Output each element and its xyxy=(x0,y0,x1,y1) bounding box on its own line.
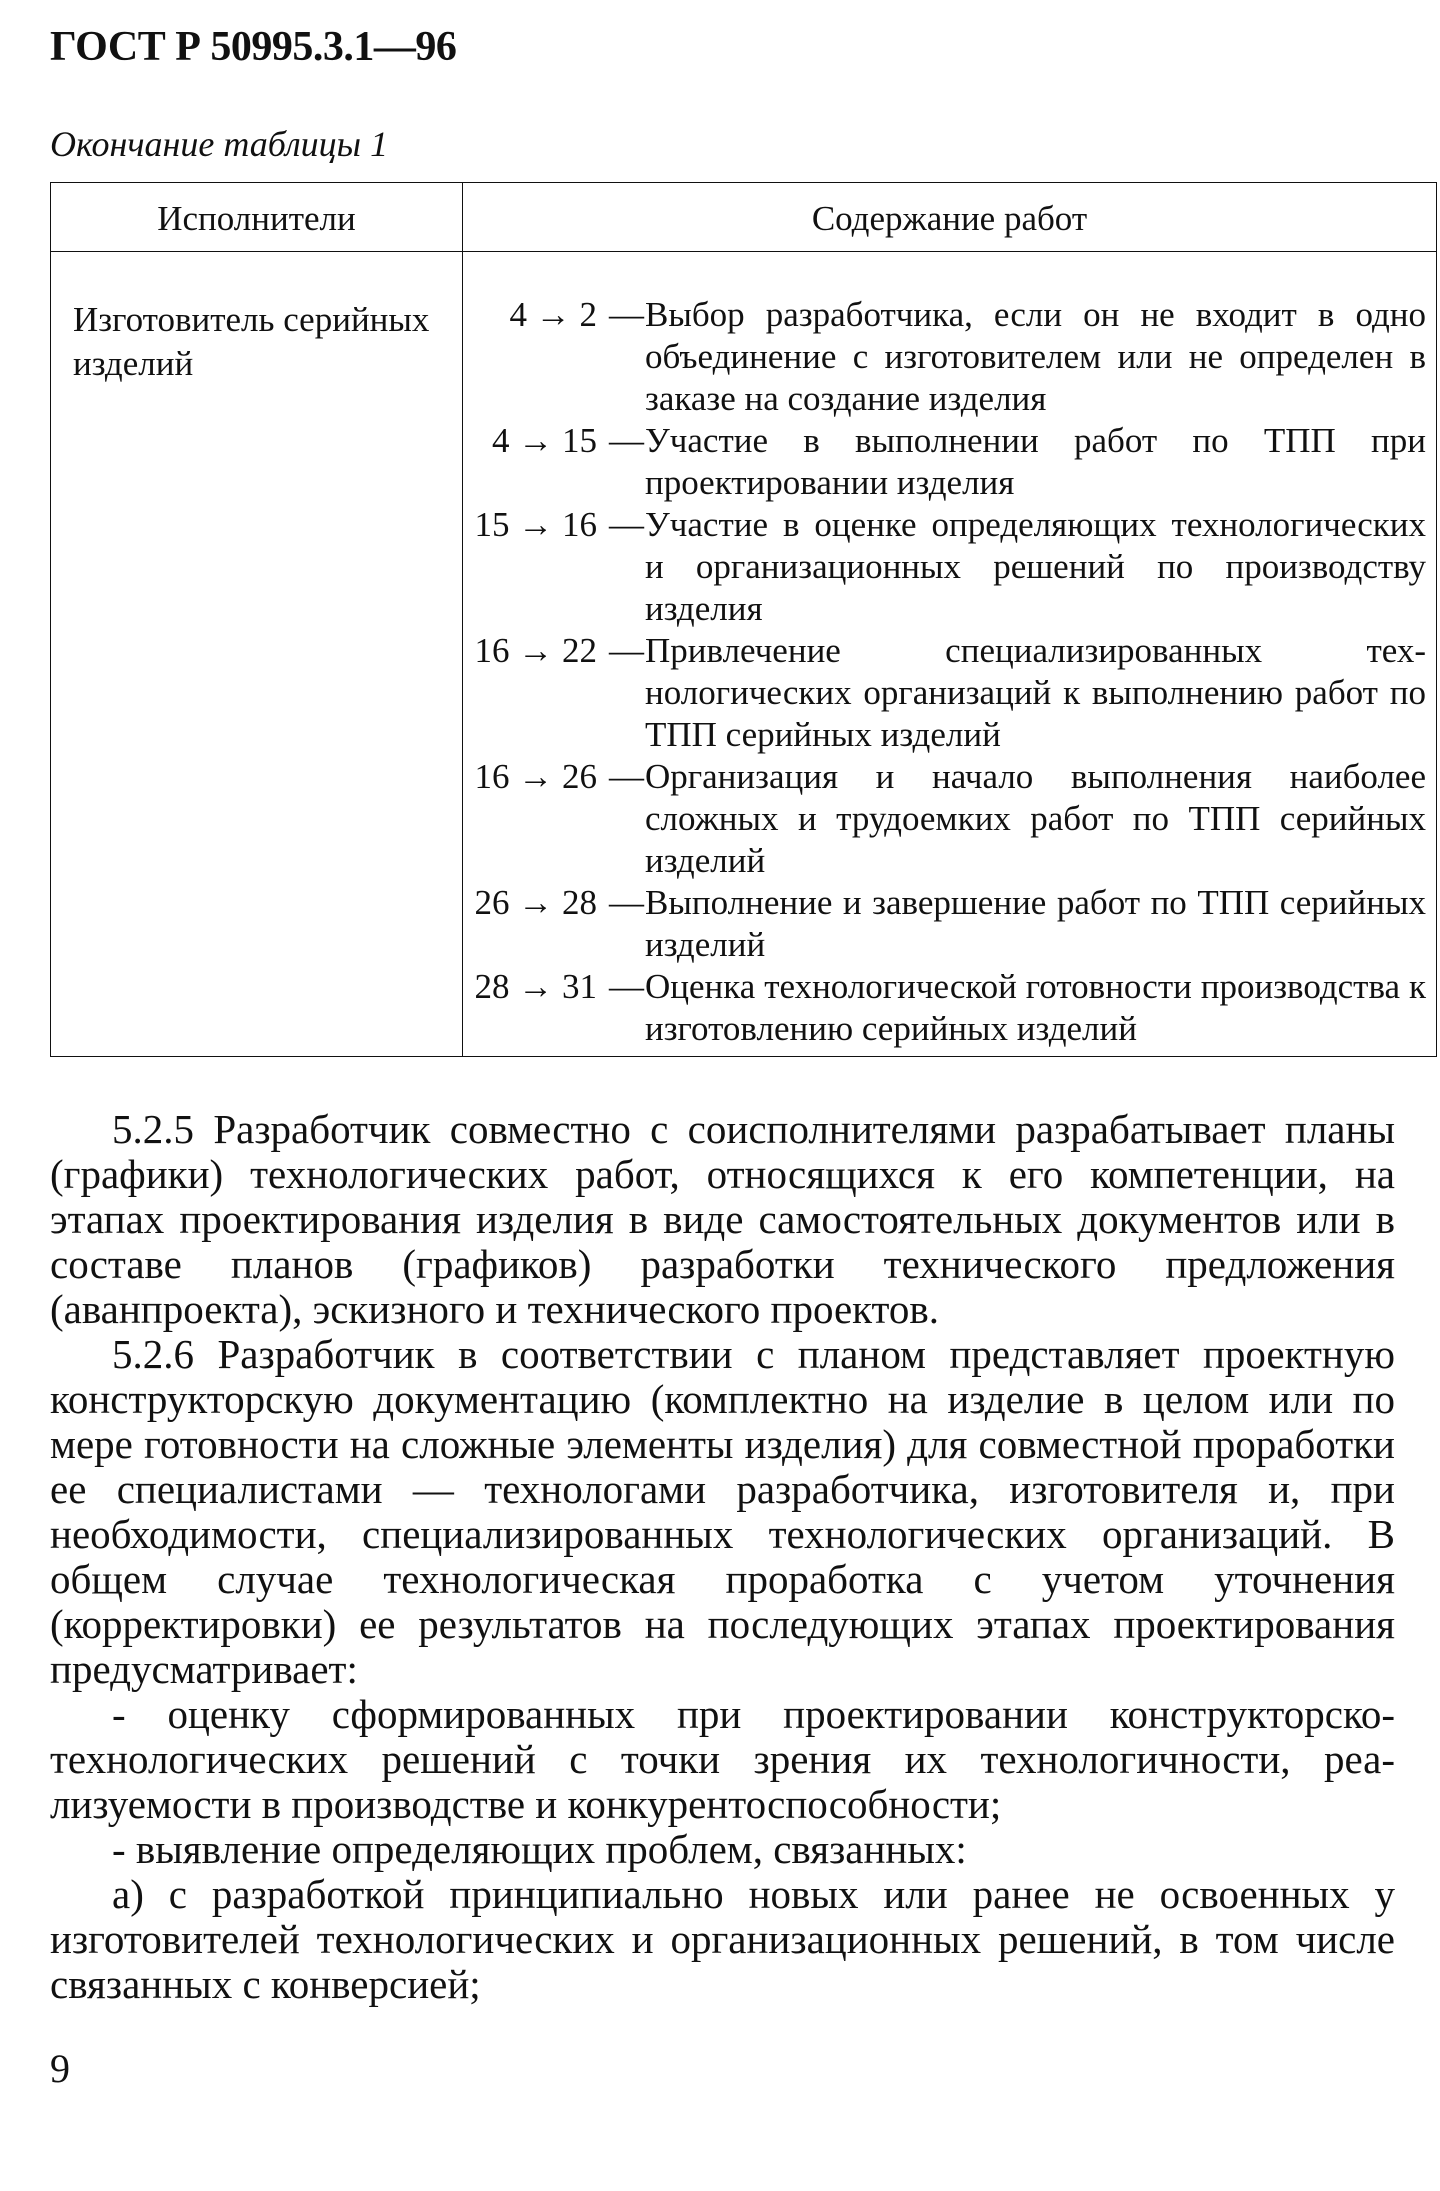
page-number: 9 xyxy=(50,2046,70,2091)
work-dash: — xyxy=(609,631,644,670)
work-text: Участие в выполнении работ по ТПП при проектировании изделия xyxy=(645,421,1426,502)
work-code: 16 → 26 xyxy=(474,757,597,796)
column-header-work-content: Содержание работ xyxy=(463,183,1437,252)
work-code: 4 → 2 xyxy=(509,295,597,334)
work-item xyxy=(469,882,1426,966)
work-code: 15 → 16 xyxy=(474,505,597,544)
work-text: Выполнение и завершение работ по ТПП серийных изделий xyxy=(645,883,1426,964)
column-header-executors: Исполнители xyxy=(51,183,463,252)
work-dash: — xyxy=(609,421,644,460)
work-content-cell xyxy=(463,252,1437,1057)
work-text: Оценка технологической готовности производства к изготовлению серийных изделий xyxy=(645,967,1426,1048)
work-dash: — xyxy=(609,883,644,922)
work-code: 16 → 22 xyxy=(474,631,597,670)
work-code: 4 → 15 xyxy=(492,421,597,460)
work-code: 26 → 28 xyxy=(474,883,597,922)
work-text: Организация и начало выполнения наиболее сложных и трудоемких работ по ТПП серийных изделий xyxy=(645,757,1426,880)
work-item xyxy=(469,630,1426,756)
work-item xyxy=(469,756,1426,882)
paragraph-5-2-5: 5.2.5 Разработчик совместно с соисполнителями разрабатывает планы (графики) технологических работ, относящихся к его компетенции, на этапах проектирования изделия в виде самостоятельных документов или в составе планов (графиков) разработки технического предложения (аванпроекта), эскизного и технического проектов. xyxy=(50,1106,1395,1332)
work-dash: — xyxy=(609,505,644,544)
works-table xyxy=(50,182,1437,1057)
work-item xyxy=(469,966,1426,1050)
table-row xyxy=(51,252,1437,1057)
list-item-a: а) с разработкой принципиально новых или ранее не освоенных у изготовителей технологических и организационных решений, в том числе связанных с конверсией; xyxy=(50,1871,1395,2007)
work-text: Выбор разработчика, если он не входит в одно объединение с изготовителем или не определен в заказе на создание изделия xyxy=(645,295,1426,418)
table-header-row xyxy=(51,183,1437,252)
standard-header: ГОСТ Р 50995.3.1—96 xyxy=(50,24,457,70)
work-dash: — xyxy=(609,967,644,1006)
list-item-assessment: - оценку сформированных при проектировании конструкторско-технологических решений с точки зрения их технологичности, реализуемости в производстве и конкурентоспособности; xyxy=(50,1691,1395,1827)
list-item-problems: - выявление определяющих проблем, связанных: xyxy=(112,1826,967,1872)
work-item xyxy=(469,420,1426,504)
executor-cell: Изготовитель серийных изделий xyxy=(51,252,463,1057)
table-caption: Окончание таблицы 1 xyxy=(50,124,389,164)
work-text: Участие в оценке определяющих технологических и организационных решений по производству изделия xyxy=(645,505,1426,628)
work-dash: — xyxy=(609,295,644,334)
work-code: 28 → 31 xyxy=(474,967,597,1006)
work-dash: — xyxy=(609,757,644,796)
work-text: Привлечение специализированных технологических организаций к выполнению работ по ТПП серийных изделий xyxy=(645,631,1426,754)
paragraph-5-2-6: 5.2.6 Разработчик в соответствии с планом представляет проектную конструкторскую документацию (комплектно на изделие в целом или по мере готовности на сложные элементы изделия) для совместной проработки ее специалистами — технологами разработчика, изготовителя и, при необходимости, специализированных технологических организаций. В общем случае технологическая проработка с учетом уточнения (корректировки) ее результатов на последующих этапах проектирования предусматривает: xyxy=(50,1331,1395,1692)
work-item xyxy=(469,504,1426,630)
work-item xyxy=(469,294,1426,420)
